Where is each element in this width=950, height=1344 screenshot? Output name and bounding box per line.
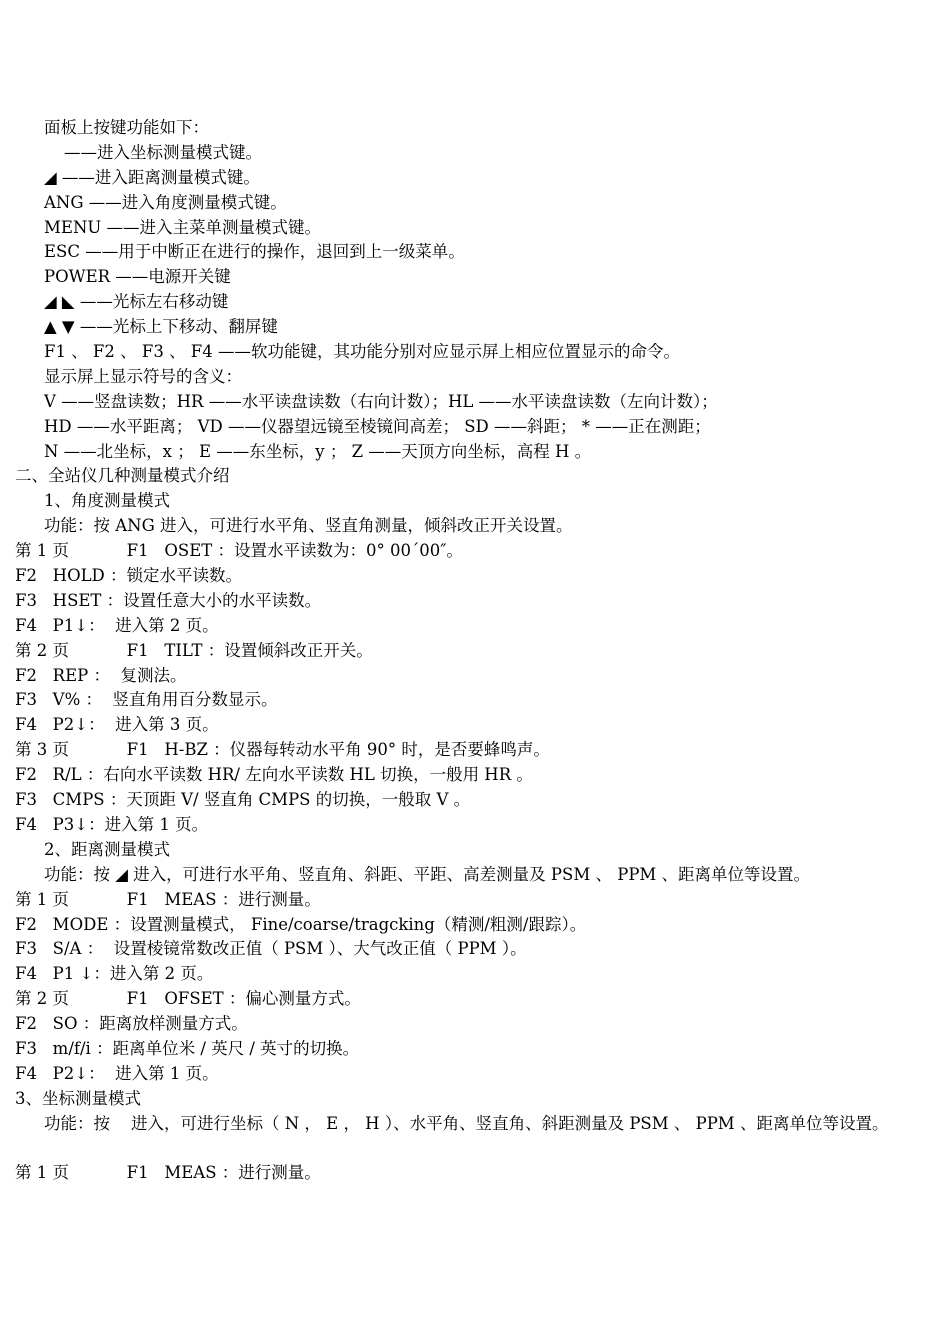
paragraph-line: 功能：按 ◢ 进入，可进行水平角、竖直角、斜距、平距、高差测量及 PSM 、 PPM 、距离单位等设置。 — [44, 864, 811, 884]
subsection-heading: 1、角度测量模式 — [44, 491, 170, 511]
paragraph-line: F3 m/f/i ：距离单位米 / 英尺 / 英寸的切换。 — [15, 1038, 360, 1058]
paragraph-line: F4 P1 ↓：进入第 2 页。 — [15, 964, 214, 984]
paragraph-line: F3 V% ： 竖直角用百分数显示。 — [15, 690, 278, 710]
paragraph-line: 功能：按 进入，可进行坐标（ N ， E ， H ）、水平角、竖直角、斜距测量及 PSM 、 PPM 、距离单位等设置。 — [44, 1113, 889, 1133]
paragraph-line: F2 HOLD ：锁定水平读数。 — [15, 566, 243, 586]
paragraph-line: F2 R/L ：右向水平读数 HR/ 左向水平读数 HL 切换，一般用 HR 。 — [15, 765, 533, 785]
paragraph-line: F2 SO ：距离放样测量方式。 — [15, 1014, 248, 1034]
subsection-heading: 2、距离测量模式 — [44, 839, 170, 859]
paragraph-line: F3 CMPS ：天顶距 V/ 竖直角 CMPS 的切换，一般取 V 。 — [15, 790, 471, 810]
paragraph-line: N ——北坐标，x ； E ——东坐标，y ； Z ——天顶方向坐标，高程 H 。 — [44, 441, 592, 461]
paragraph-line: F3 S/A ： 设置棱镜常数改正值（ PSM ）、大气改正值（ PPM ）。 — [15, 939, 527, 959]
paragraph-line: F4 P2↓： 进入第 3 页。 — [15, 715, 219, 735]
paragraph-line: F4 P3↓：进入第 1 页。 — [15, 814, 209, 834]
document-body — [0, 116, 950, 1186]
paragraph-line: ◢ ——进入距离测量模式键。 — [44, 167, 260, 187]
paragraph-line: 第 2 页 F1 OFSET ：偏心测量方式。 — [15, 989, 361, 1009]
paragraph-line: 第 2 页 F1 TILT ：设置倾斜改正开关。 — [15, 640, 373, 660]
paragraph-line: POWER ——电源开关键 — [44, 267, 231, 287]
paragraph-line: F1 、 F2 、 F3 、 F4 ——软功能键，其功能分别对应显示屏上相应位置显示的命令。 — [44, 342, 680, 362]
blank-line — [0, 1137, 950, 1162]
paragraph-line: F4 P1↓： 进入第 2 页。 — [15, 615, 219, 635]
paragraph-line: F4 P2↓： 进入第 1 页。 — [15, 1063, 219, 1083]
paragraph-line: F3 HSET ：设置任意大小的水平读数。 — [15, 590, 322, 610]
paragraph-line: F2 MODE ：设置测量模式， Fine/coarse/tragcking（精测/粗测/跟踪）。 — [15, 914, 587, 934]
paragraph-line: 第 1 页 F1 MEAS ：进行测量。 — [15, 1163, 321, 1183]
paragraph-line: ——进入坐标测量模式键。 — [64, 142, 262, 162]
paragraph-line: ▲ ▼ ——光标上下移动、翻屏键 — [44, 317, 278, 337]
subsection-heading: 3、坐标测量模式 — [15, 1088, 141, 1108]
paragraph-line: V ——竖盘读数；HR ——水平读盘读数（右向计数）；HL ——水平读盘读数（左向计数）； — [44, 391, 718, 411]
paragraph-line: 第 3 页 F1 H-BZ ：仪器每转动水平角 90° 时，是否要蜂鸣声。 — [15, 740, 550, 760]
paragraph-line: HD ——水平距离； VD ——仪器望远镜至棱镜间高差； SD ——斜距； * ——正在测距； — [44, 416, 711, 436]
paragraph-line: 功能：按 ANG 进入，可进行水平角、竖直角测量，倾斜改正开关设置。 — [44, 516, 573, 536]
paragraph-line: ◢ ◣ ——光标左右移动键 — [44, 292, 229, 312]
paragraph-line: 显示屏上显示符号的含义： — [44, 366, 242, 386]
paragraph-line: 第 1 页 F1 MEAS ：进行测量。 — [15, 889, 321, 909]
paragraph-line: ESC ——用于中断正在进行的操作，退回到上一级菜单。 — [44, 242, 465, 262]
paragraph-line: ANG ——进入角度测量模式键。 — [44, 192, 287, 212]
paragraph-line: F2 REP ： 复测法。 — [15, 665, 187, 685]
paragraph-line: 面板上按键功能如下： — [44, 118, 209, 137]
paragraph-line: 第 1 页 F1 OSET ：设置水平读数为：0° 00´00″。 — [15, 541, 463, 561]
paragraph-line: MENU ——进入主菜单测量模式键。 — [44, 217, 322, 237]
section-heading: 二、全站仪几种测量模式介绍 — [15, 466, 230, 486]
